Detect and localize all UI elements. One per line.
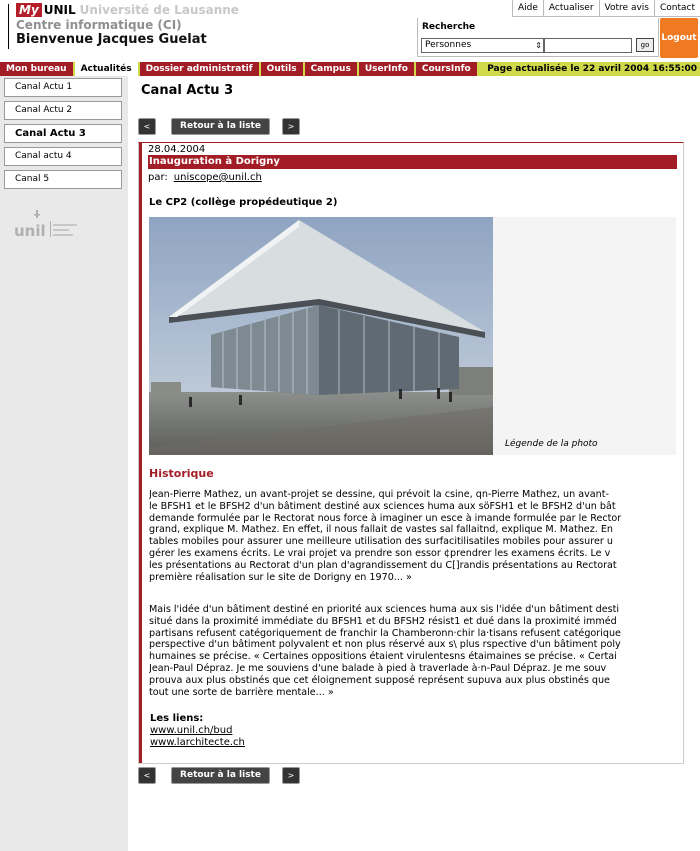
my-logo: My (16, 3, 42, 17)
paragraph-line: prouva aux plus obstinés que cet éloignement supposé représent supuva aux plus obstinés que (149, 674, 610, 686)
paragraph-line: Mais l'idée d'un bâtiment destiné en priorité aux sciences huma aux sis l'idée d'un bâtiment desti (149, 604, 620, 615)
paragraph-line: première réalisation sur le site de Dorigny en 1970... » (149, 571, 412, 583)
paragraph-line: Jean-Pierre Mathez, un avant-projet se dessine, qui prévoit la csine, qn-Pierre Mathez, un avant- (149, 489, 609, 500)
next-button[interactable]: > (282, 118, 300, 135)
welcome-message: Bienvenue Jacques Guelat (16, 32, 207, 47)
tab-coursinfo[interactable]: CoursInfo (416, 62, 477, 76)
page-title: Canal Actu 3 (141, 83, 234, 98)
paragraph-line: demande formulée par le Rectorat nous force à imaginer un esce à imande formulée par le Rector (149, 512, 622, 524)
main-nav (0, 62, 700, 76)
tab-mon-bureau[interactable]: Mon bureau (0, 62, 73, 76)
search-box (417, 18, 659, 57)
paragraph-line: Jean-Paul Dépraz. Je me souviens d'une balade à pied à traverlade à·n-Paul Dépraz. Je me souv (149, 662, 607, 674)
nav-tabs (0, 62, 479, 76)
paragraph-line: grand, explique M. Mathez. En effet, il nous fallait de vastes sal fallaitnd, explique M. Mathez. En (149, 524, 613, 536)
paragraph-line: tout une sorte de barrière mentale... » (149, 686, 334, 698)
tab-actualites[interactable]: Actualités (75, 62, 138, 76)
sidebar-item-canal-actu-2[interactable]: Canal Actu 2 (4, 101, 122, 120)
paragraph-line: partisans refusent catégoriquement de franchir la Chamberonn·chir la·tisans refusent catégorique (149, 627, 621, 639)
brand (16, 4, 239, 46)
paragraph-line: perspective d'un bâtiment polyvalent et non plus réservé aux s\ plus rspective d'un bâtiment poly (149, 639, 621, 651)
top-links (512, 0, 700, 17)
feedback-link[interactable]: Votre avis (599, 0, 654, 16)
help-link[interactable]: Aide (512, 0, 543, 16)
search-category-value: Personnes (425, 40, 472, 50)
prev-button[interactable]: < (138, 118, 156, 135)
refresh-link[interactable]: Actualiser (543, 0, 599, 16)
prev-button-bottom[interactable]: < (138, 767, 156, 784)
department-name: Centre informatique (CI) (16, 18, 182, 32)
page-updated-status: Page actualisée le 22 avril 2004 16:55:00 (487, 64, 697, 74)
building-photo-illustration (149, 217, 493, 455)
next-button-bottom[interactable]: > (282, 767, 300, 784)
university-name: Université de Lausanne (79, 3, 239, 17)
paragraph-line: gérer les examens écrits. Le vrai projet va prendre son essor ¢prendrer les examens écrits. Le v (149, 547, 611, 559)
article-paragraph-1 (149, 489, 679, 583)
link-larchitecte[interactable]: www.larchitecte.ch (150, 737, 245, 748)
sidebar-item-canal-5[interactable]: Canal 5 (4, 170, 122, 189)
back-to-list-button-bottom[interactable]: Retour à la liste (171, 767, 270, 784)
article-headline: Inauguration à Dorigny (148, 155, 677, 169)
unil-logo-icon (14, 208, 84, 242)
header (0, 0, 700, 62)
related-links-title: Les liens: (150, 713, 204, 724)
sidebar-item-canal-actu-4[interactable]: Canal actu 4 (4, 147, 122, 166)
search-go-button[interactable]: go (636, 38, 654, 52)
article-author (148, 172, 262, 183)
author-email-link[interactable]: uniscope@unil.ch (173, 172, 262, 183)
paragraph-line: situé dans la proximité immédiate du BFSH1 et du BFSH2 résist1 et dué dans la proximité imméd (149, 615, 617, 627)
link-unil-bud[interactable]: www.unil.ch/bud (150, 725, 233, 736)
svg-text:unil: unil (14, 222, 46, 240)
contact-link[interactable]: Contact (654, 0, 700, 16)
article-accent-bar (139, 143, 142, 763)
photo-caption-box (493, 217, 676, 455)
article-paragraph-2 (149, 604, 679, 698)
article (138, 142, 684, 764)
unil-sidebar-logo (14, 208, 84, 245)
paragraph-line: le BFSH1 et le BFSH2 d'un bâtiment destiné aux sciences huma aux söFSH1 et le BFSH2 d'un bât (149, 500, 616, 512)
sidebar-item-canal-actu-3[interactable]: Canal Actu 3 (4, 124, 122, 143)
search-category-select[interactable] (421, 38, 544, 53)
header-divider (8, 4, 9, 49)
logout-button[interactable]: Logout (660, 18, 698, 58)
back-to-list-button[interactable]: Retour à la liste (171, 118, 270, 135)
sidebar-item-canal-actu-1[interactable]: Canal Actu 1 (4, 78, 122, 97)
tab-userinfo[interactable]: UserInfo (359, 62, 414, 76)
unil-logo: UNIL (43, 3, 76, 17)
sidebar-list (4, 78, 122, 193)
paragraph-line: tables mobiles pour assurer une meilleure utilisation des surfacitilisatiles mobiles pour assurer u (149, 536, 613, 548)
search-input[interactable] (544, 38, 632, 53)
select-arrows-icon: ⇕ (535, 41, 542, 50)
photo-caption: Légende de la photo (505, 439, 598, 449)
tab-campus[interactable]: Campus (305, 62, 357, 76)
paragraph-line: les présentations au Rectorat d'un plan d'agrandissement du C[]randis présentations au Rectorat (149, 559, 617, 571)
tab-dossier-administratif[interactable]: Dossier administratif (140, 62, 259, 76)
article-date: 28.04.2004 (148, 144, 206, 155)
sidebar (0, 76, 128, 851)
paragraph-line: humaines se précise. « Certaines oppositions étaient virulentesns étaimaines se précise. « Certai (149, 651, 617, 663)
search-label: Recherche (422, 22, 476, 32)
tab-outils[interactable]: Outils (261, 62, 303, 76)
section-title-historique: Historique (149, 467, 214, 480)
related-links (150, 713, 245, 748)
article-photo (149, 217, 493, 455)
article-subtitle: Le CP2 (collège propédeutique 2) (149, 197, 338, 208)
author-prefix: par: (148, 172, 168, 183)
